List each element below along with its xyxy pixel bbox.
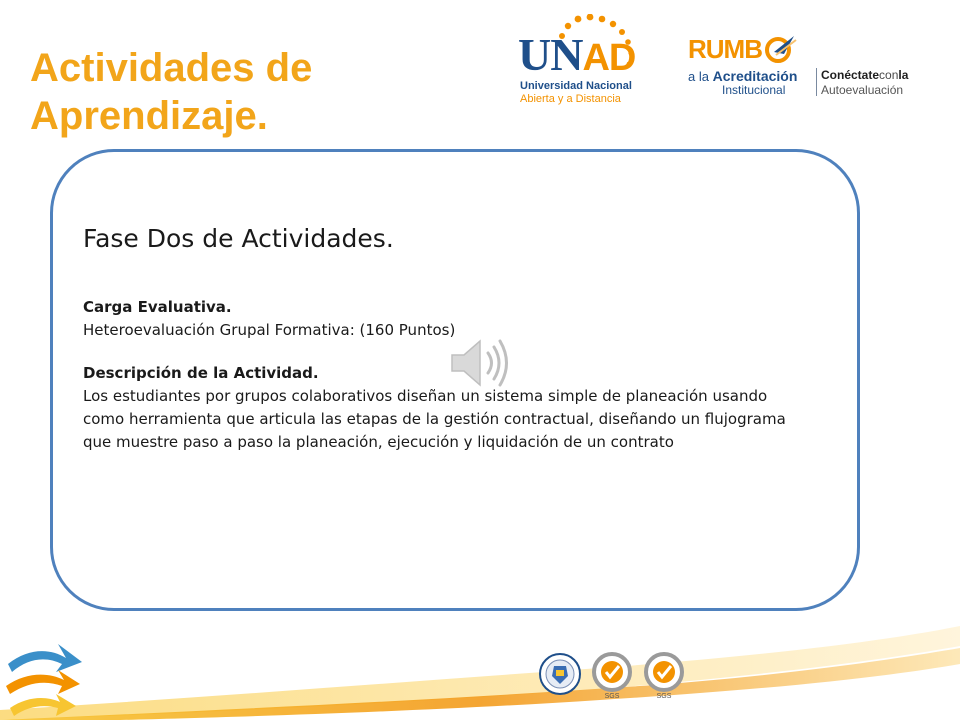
carga-text: Heteroevaluación Grupal Formativa: (160 Puntos) bbox=[83, 321, 456, 339]
sgs-label: SGS bbox=[604, 693, 620, 700]
unad-logo bbox=[518, 14, 648, 110]
descripcion-text: Los estudiantes por grupos colaborativos diseñan un sistema simple de planeación usando como herramienta que articula las etapas de la gestión contractual, diseñando un flujograma que muestre paso a paso la planeación, ejecución y liquidación de un contrato bbox=[83, 387, 786, 451]
footer-seals bbox=[538, 652, 688, 702]
corner-arrow-logo-icon bbox=[0, 628, 84, 720]
rumbo-logo bbox=[688, 34, 938, 104]
slide-title bbox=[30, 44, 312, 140]
rumbo-divider bbox=[816, 68, 817, 96]
rumbo-right-line2: Autoevaluación bbox=[821, 83, 904, 97]
sgs-seal-icon bbox=[590, 652, 634, 700]
speaker-icon[interactable] bbox=[448, 335, 510, 391]
slide-title-line1: Actividades de bbox=[30, 46, 313, 90]
descripcion-label: Descripción de la Actividad. bbox=[83, 364, 319, 382]
government-seal-icon bbox=[538, 652, 582, 696]
rumbo-wordmark: RUMB bbox=[688, 34, 762, 64]
sgs-label: SGS bbox=[656, 693, 672, 700]
slide-title-line2: Aprendizaje. bbox=[30, 94, 268, 138]
rumbo-line1: a la Acreditación bbox=[688, 68, 798, 84]
rumbo-compass-icon bbox=[764, 34, 800, 64]
unad-subtitle: Universidad Nacional Abierta y a Distancia bbox=[520, 80, 632, 105]
rumbo-right-line1: Conéctateconla bbox=[821, 68, 909, 82]
decorative-swoosh bbox=[0, 560, 960, 720]
rumbo-line2: Institucional bbox=[722, 83, 786, 97]
phase-heading: Fase Dos de Actividades. bbox=[83, 224, 394, 253]
sgs-seal-icon bbox=[642, 652, 686, 700]
unad-wordmark: UNAD bbox=[518, 29, 636, 80]
carga-label: Carga Evaluativa. bbox=[83, 298, 232, 316]
